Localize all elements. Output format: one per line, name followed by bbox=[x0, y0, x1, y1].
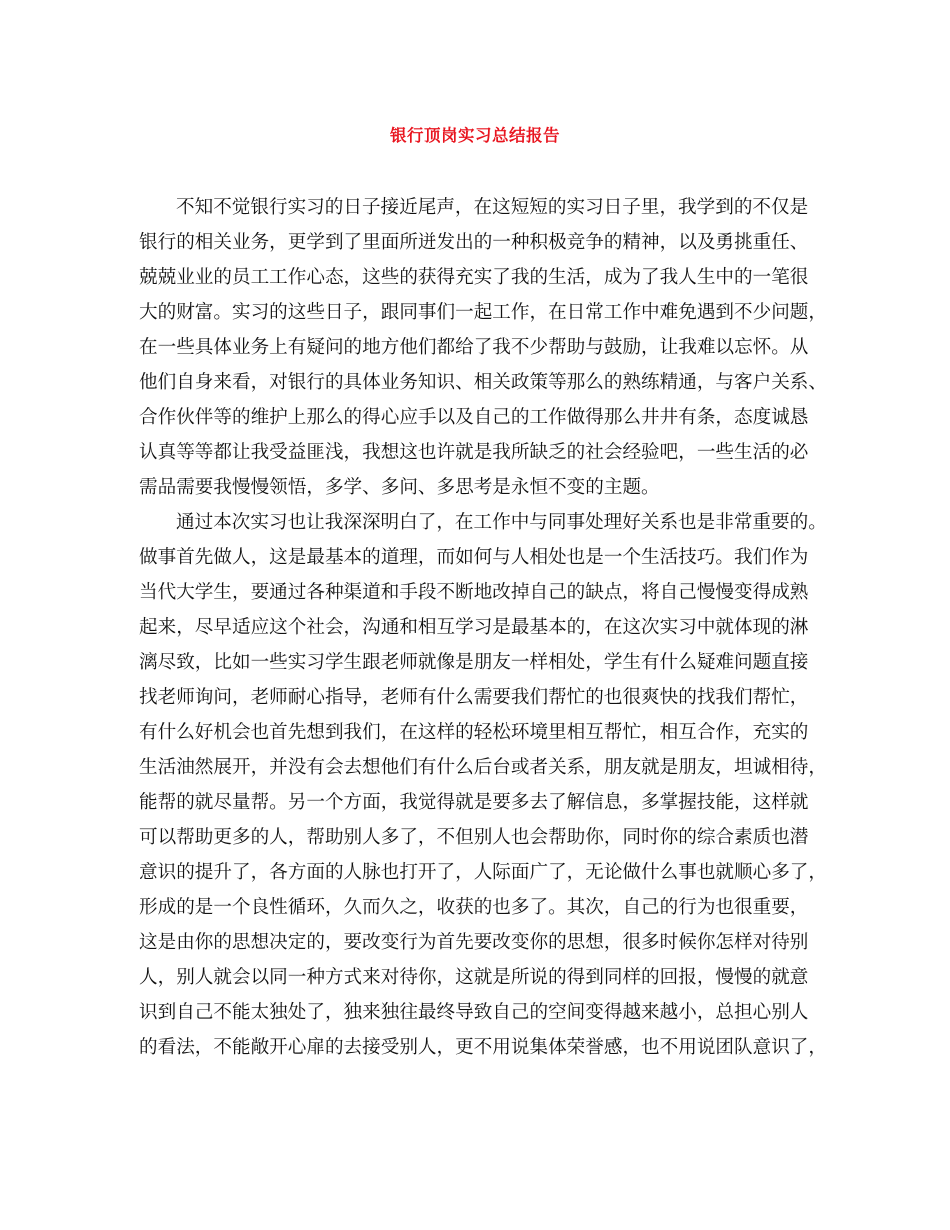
paragraph-line: 大的财富。实习的这些日子，跟同事们一起工作，在日常工作中难免遇到不少问题， bbox=[139, 302, 827, 323]
paragraph-line: 他们自身来看，对银行的具体业务知识、相关政策等那么的熟练精通，与客户关系、 bbox=[139, 372, 827, 393]
paragraph-line: 漓尽致，比如一些实习学生跟老师就像是朋友一样相处，学生有什么疑难问题直接 bbox=[139, 652, 809, 673]
paragraph-line: 不知不觉银行实习的日子接近尾声，在这短短的实习日子里，我学到的不仅是 bbox=[176, 197, 809, 218]
paragraph-line: 银行的相关业务，更学到了里面所迸发出的一种积极竞争的精神，以及勇挑重任、 bbox=[139, 232, 809, 253]
paragraph-line: 找老师询问，老师耐心指导，老师有什么需要我们帮忙的也很爽快的找我们帮忙， bbox=[139, 687, 809, 708]
paragraph-line: 做事首先做人，这是最基本的道理，而如何与人相处也是一个生活技巧。我们作为 bbox=[139, 547, 809, 568]
paragraph-line: 起来，尽早适应这个社会，沟通和相互学习是最基本的，在这次实习中就体现的淋 bbox=[139, 617, 809, 638]
paragraph-line: 合作伙伴等的维护上那么的得心应手以及自己的工作做得那么井井有条，态度诚恳 bbox=[139, 407, 809, 428]
paragraph-line: 人，别人就会以同一种方式来对待你，这就是所说的得到同样的回报，慢慢的就意 bbox=[139, 967, 809, 988]
paragraph-line: 兢兢业业的员工工作心态，这些的获得充实了我的生活，成为了我人生中的一笔很 bbox=[139, 267, 809, 288]
paragraph-line: 的看法，不能敞开心扉的去接受别人，更不用说集体荣誉感，也不用说团队意识了， bbox=[139, 1037, 827, 1058]
paragraph-line: 可以帮助更多的人，帮助别人多了，不但别人也会帮助你，同时你的综合素质也潜 bbox=[139, 827, 809, 848]
paragraph-line: 在一些具体业务上有疑问的地方他们都给了我不少帮助与鼓励，让我难以忘怀。从 bbox=[139, 337, 809, 358]
paragraph-line: 认真等等都让我受益匪浅，我想这也许就是我所缺乏的社会经验吧，一些生活的必 bbox=[139, 442, 809, 463]
paragraph-line: 能帮的就尽量帮。另一个方面，我觉得就是要多去了解信息，多掌握技能，这样就 bbox=[139, 792, 809, 813]
paragraph-line: 意识的提升了，各方面的人脉也打开了，人际面广了，无论做什么事也就顺心多了， bbox=[139, 862, 827, 883]
document-title: 银行顶岗实习总结报告 bbox=[390, 126, 560, 145]
paragraph-line: 识到自己不能太独处了，独来独往最终导致自己的空间变得越来越小，总担心别人 bbox=[139, 1002, 809, 1023]
paragraph-line: 这是由你的思想决定的，要改变行为首先要改变你的思想，很多时候你怎样对待别 bbox=[139, 932, 809, 953]
paragraph-line: 当代大学生，要通过各种渠道和手段不断地改掉自己的缺点，将自己慢慢变得成熟 bbox=[139, 582, 809, 603]
paragraph-line: 有什么好机会也首先想到我们，在这样的轻松环境里相互帮忙，相互合作，充实的 bbox=[139, 722, 809, 743]
paragraph-line: 形成的是一个良性循环，久而久之，收获的也多了。其次，自己的行为也很重要， bbox=[139, 897, 809, 918]
paragraph-line: 需品需要我慢慢领悟，多学、多问、多思考是永恒不变的主题。 bbox=[139, 477, 660, 498]
paragraph-line: 通过本次实习也让我深深明白了，在工作中与同事处理好关系也是非常重要的。 bbox=[176, 512, 827, 533]
paragraph-line: 生活油然展开，并没有会去想他们有什么后台或者关系，朋友就是朋友，坦诚相待， bbox=[139, 757, 827, 778]
